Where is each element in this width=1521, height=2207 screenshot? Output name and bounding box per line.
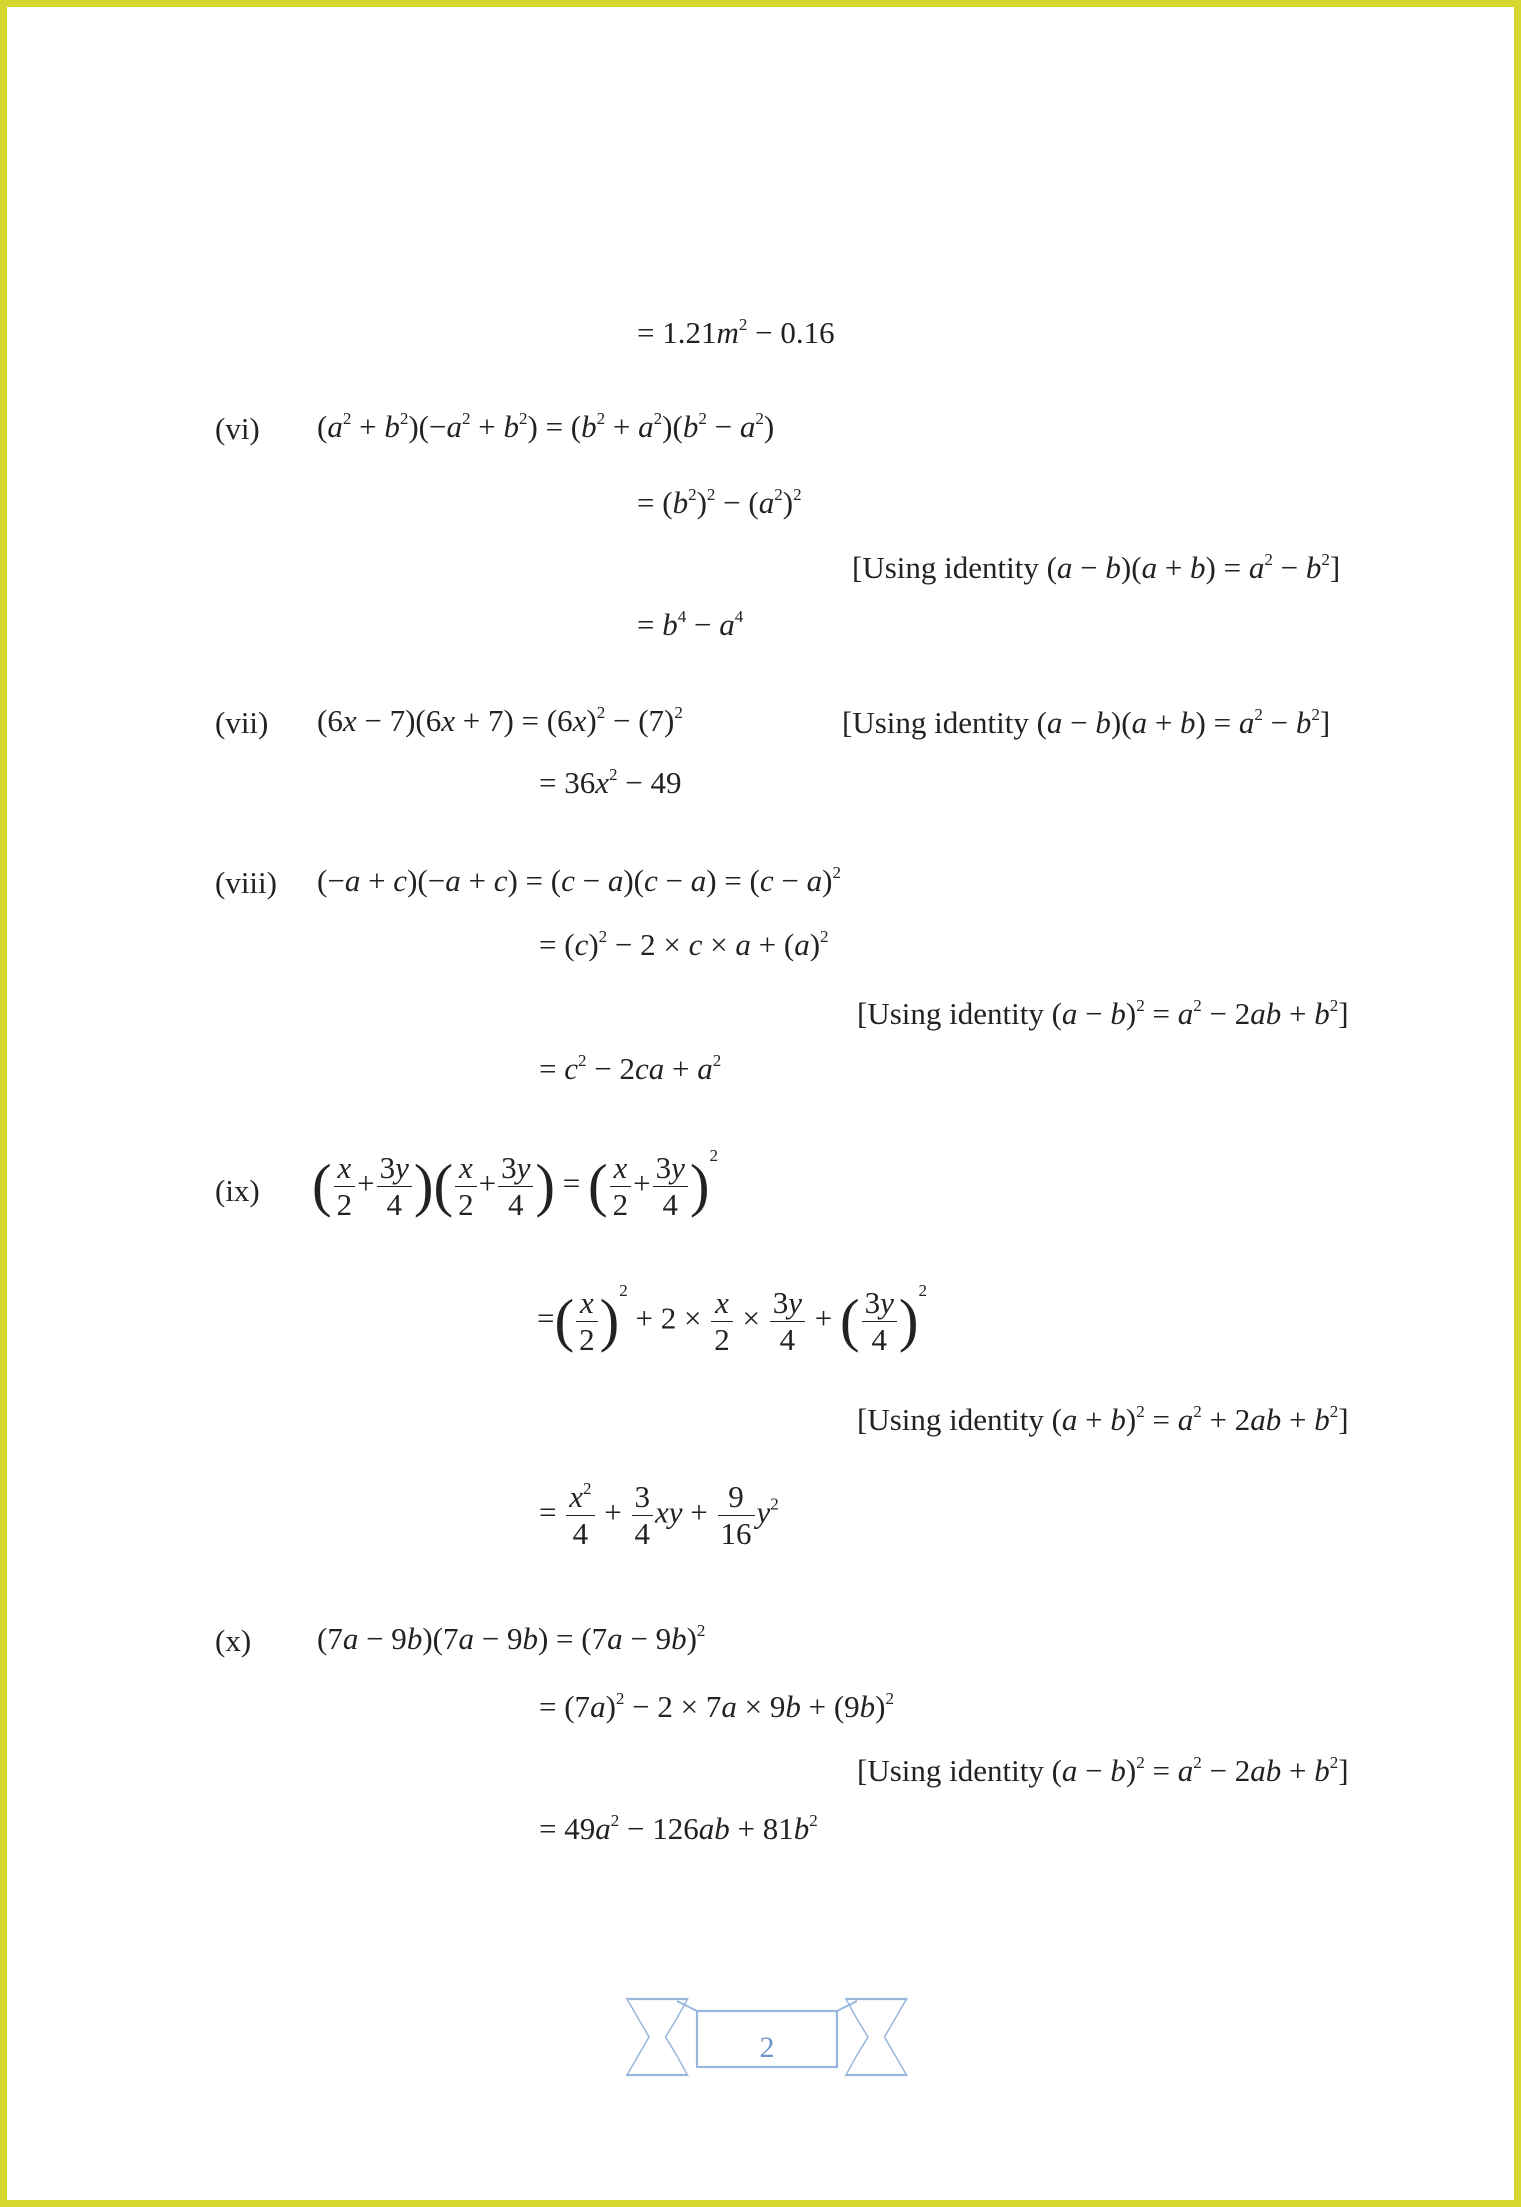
item-label-viii: (viii) (215, 865, 277, 900)
identity-note-ix: [Using identity $(a + b)^2 = a^2 + 2ab + b^2$] (857, 1402, 1349, 1437)
equation-vi-line1: $(a^2 + b^2)(-a^2 + b^2) = (b^2 + a^2)(b^2 - a^2)$ (317, 409, 775, 444)
identity-note-viii: [Using identity $(a - b)^2 = a^2 - 2ab + b^2$] (857, 996, 1349, 1031)
item-label-x: (x) (215, 1623, 252, 1658)
equation-viii-line1: $(-a + c)(-a + c) = (c - a)(c - a) = (c - a)^2$ (317, 863, 841, 898)
equation-x-line1: $(7a - 9b)(7a - 9b) = (7a - 9b)^2$ (317, 1621, 706, 1656)
equation-vii-line1: $(6x - 7)(6x + 7) = (6x)^2 - (7)^2$ (317, 703, 683, 738)
identity-note-vi: [Using identity $(a - b)(a + b) = a^2 - b^2$] (852, 550, 1341, 585)
equation-ix-line1: ( $\frac{x}{2}$ + $\frac{3y}{4}$ )( $\frac{x}{2}$ + $\frac{3y}{4}$ ) = ( $\frac{x}{2}$ + $\frac{3y}{4}$ )$^2$ (312, 1146, 718, 1222)
identity-note-x: [Using identity $(a - b)^2 = a^2 - 2ab + b^2$] (857, 1753, 1349, 1788)
equation-x-line3: = $49a^2 - 126ab + 81b^2$ (539, 1811, 818, 1846)
item-label-vii: (vii) (215, 705, 269, 740)
item-label-vi: (vi) (215, 411, 260, 446)
equation-x-line2: = $(7a)^2 - 2 \times 7a \times 9b + (9b)^2$ (539, 1689, 895, 1724)
equation-v-result: = $1.21m^2 - 0.16$ (637, 315, 835, 350)
equation-vi-line3: = $b^4 - a^4$ (637, 607, 744, 642)
equation-viii-line2: = $(c)^2 - 2 \times c \times a + (a)^2$ (539, 927, 829, 962)
equation-viii-line3: = $c^2 - 2ca + a^2$ (539, 1051, 722, 1086)
identity-note-vii: [Using identity $(a - b)(a + b) = a^2 - b^2$] (842, 705, 1331, 740)
equation-vi-line2: = $(b^2)^2 - (a^2)^2$ (637, 485, 802, 520)
item-label-ix: (ix) (215, 1173, 260, 1208)
equation-ix-line2: =( $\frac{x}{2}$ )$^2$ + 2 × $\frac{x}{2}$ × $\frac{3y}{4}$ + ( $\frac{3y}{4}$ )$^2$ (537, 1281, 927, 1357)
equation-vii-line2: = $36x^2 - 49$ (539, 765, 682, 800)
equation-ix-line3: = $\frac{x^2}{4}$ + $\frac{3}{4}$ xy + $\frac{9}{16}$ $y^2$ (539, 1479, 779, 1551)
page-number: 2 (759, 2031, 775, 2064)
